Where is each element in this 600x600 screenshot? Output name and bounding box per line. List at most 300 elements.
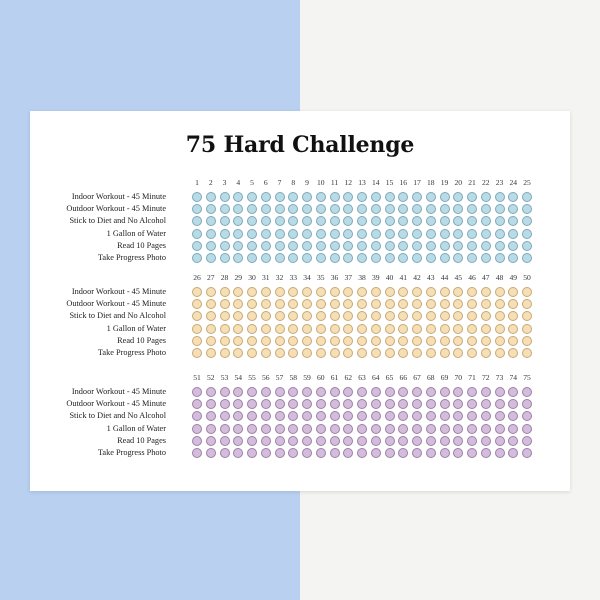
day-checkbox[interactable]	[495, 448, 505, 458]
day-checkbox[interactable]	[412, 192, 422, 202]
day-checkbox[interactable]	[426, 192, 436, 202]
day-checkbox[interactable]	[508, 229, 518, 239]
day-checkbox[interactable]	[385, 348, 395, 358]
day-checkbox[interactable]	[398, 241, 408, 251]
day-checkbox[interactable]	[316, 299, 326, 309]
day-checkbox[interactable]	[206, 436, 216, 446]
day-checkbox[interactable]	[357, 348, 367, 358]
day-checkbox[interactable]	[330, 311, 340, 321]
day-checkbox[interactable]	[192, 253, 202, 263]
day-checkbox[interactable]	[343, 387, 353, 397]
day-checkbox[interactable]	[481, 192, 491, 202]
day-checkbox[interactable]	[385, 311, 395, 321]
day-checkbox[interactable]	[467, 287, 477, 297]
day-checkbox[interactable]	[440, 448, 450, 458]
day-checkbox[interactable]	[453, 287, 463, 297]
day-checkbox[interactable]	[206, 229, 216, 239]
day-checkbox[interactable]	[206, 287, 216, 297]
day-checkbox[interactable]	[275, 436, 285, 446]
day-checkbox[interactable]	[316, 348, 326, 358]
day-checkbox[interactable]	[371, 299, 381, 309]
day-checkbox[interactable]	[522, 287, 532, 297]
day-checkbox[interactable]	[288, 204, 298, 214]
day-checkbox[interactable]	[220, 348, 230, 358]
day-checkbox[interactable]	[247, 336, 257, 346]
day-checkbox[interactable]	[508, 436, 518, 446]
day-checkbox[interactable]	[495, 229, 505, 239]
day-checkbox[interactable]	[330, 387, 340, 397]
day-checkbox[interactable]	[412, 336, 422, 346]
day-checkbox[interactable]	[206, 253, 216, 263]
day-checkbox[interactable]	[371, 399, 381, 409]
day-checkbox[interactable]	[398, 299, 408, 309]
day-checkbox[interactable]	[261, 192, 271, 202]
day-checkbox[interactable]	[522, 387, 532, 397]
day-checkbox[interactable]	[426, 311, 436, 321]
day-checkbox[interactable]	[330, 424, 340, 434]
day-checkbox[interactable]	[192, 348, 202, 358]
day-checkbox[interactable]	[357, 204, 367, 214]
day-checkbox[interactable]	[275, 324, 285, 334]
day-checkbox[interactable]	[343, 436, 353, 446]
day-checkbox[interactable]	[192, 336, 202, 346]
day-checkbox[interactable]	[371, 424, 381, 434]
day-checkbox[interactable]	[522, 299, 532, 309]
day-checkbox[interactable]	[522, 424, 532, 434]
day-checkbox[interactable]	[398, 436, 408, 446]
day-checkbox[interactable]	[233, 216, 243, 226]
day-checkbox[interactable]	[275, 448, 285, 458]
day-checkbox[interactable]	[398, 287, 408, 297]
day-checkbox[interactable]	[192, 311, 202, 321]
day-checkbox[interactable]	[357, 336, 367, 346]
day-checkbox[interactable]	[508, 348, 518, 358]
day-checkbox[interactable]	[206, 399, 216, 409]
day-checkbox[interactable]	[522, 448, 532, 458]
day-checkbox[interactable]	[467, 253, 477, 263]
day-checkbox[interactable]	[233, 448, 243, 458]
day-checkbox[interactable]	[453, 387, 463, 397]
day-checkbox[interactable]	[220, 229, 230, 239]
day-checkbox[interactable]	[357, 311, 367, 321]
day-checkbox[interactable]	[371, 241, 381, 251]
day-checkbox[interactable]	[220, 424, 230, 434]
day-checkbox[interactable]	[275, 387, 285, 397]
day-checkbox[interactable]	[426, 399, 436, 409]
day-checkbox[interactable]	[302, 348, 312, 358]
day-checkbox[interactable]	[357, 448, 367, 458]
day-checkbox[interactable]	[343, 336, 353, 346]
day-checkbox[interactable]	[192, 424, 202, 434]
day-checkbox[interactable]	[495, 387, 505, 397]
day-checkbox[interactable]	[467, 436, 477, 446]
day-checkbox[interactable]	[467, 424, 477, 434]
day-checkbox[interactable]	[206, 204, 216, 214]
day-checkbox[interactable]	[385, 436, 395, 446]
day-checkbox[interactable]	[192, 436, 202, 446]
day-checkbox[interactable]	[261, 287, 271, 297]
day-checkbox[interactable]	[316, 204, 326, 214]
day-checkbox[interactable]	[467, 204, 477, 214]
day-checkbox[interactable]	[316, 411, 326, 421]
day-checkbox[interactable]	[481, 436, 491, 446]
day-checkbox[interactable]	[233, 411, 243, 421]
day-checkbox[interactable]	[233, 253, 243, 263]
day-checkbox[interactable]	[357, 424, 367, 434]
day-checkbox[interactable]	[288, 324, 298, 334]
day-checkbox[interactable]	[398, 216, 408, 226]
day-checkbox[interactable]	[440, 253, 450, 263]
day-checkbox[interactable]	[275, 336, 285, 346]
day-checkbox[interactable]	[192, 324, 202, 334]
day-checkbox[interactable]	[426, 299, 436, 309]
day-checkbox[interactable]	[192, 387, 202, 397]
day-checkbox[interactable]	[385, 424, 395, 434]
day-checkbox[interactable]	[440, 336, 450, 346]
day-checkbox[interactable]	[412, 299, 422, 309]
day-checkbox[interactable]	[440, 204, 450, 214]
day-checkbox[interactable]	[440, 411, 450, 421]
day-checkbox[interactable]	[233, 241, 243, 251]
day-checkbox[interactable]	[261, 336, 271, 346]
day-checkbox[interactable]	[508, 241, 518, 251]
day-checkbox[interactable]	[412, 399, 422, 409]
day-checkbox[interactable]	[481, 299, 491, 309]
day-checkbox[interactable]	[453, 336, 463, 346]
day-checkbox[interactable]	[330, 299, 340, 309]
day-checkbox[interactable]	[426, 387, 436, 397]
day-checkbox[interactable]	[275, 216, 285, 226]
day-checkbox[interactable]	[233, 436, 243, 446]
day-checkbox[interactable]	[261, 424, 271, 434]
day-checkbox[interactable]	[481, 204, 491, 214]
day-checkbox[interactable]	[343, 287, 353, 297]
day-checkbox[interactable]	[522, 216, 532, 226]
day-checkbox[interactable]	[192, 241, 202, 251]
day-checkbox[interactable]	[220, 287, 230, 297]
day-checkbox[interactable]	[330, 253, 340, 263]
day-checkbox[interactable]	[495, 436, 505, 446]
day-checkbox[interactable]	[398, 324, 408, 334]
day-checkbox[interactable]	[481, 336, 491, 346]
day-checkbox[interactable]	[453, 448, 463, 458]
day-checkbox[interactable]	[233, 399, 243, 409]
day-checkbox[interactable]	[288, 287, 298, 297]
day-checkbox[interactable]	[220, 324, 230, 334]
day-checkbox[interactable]	[343, 241, 353, 251]
day-checkbox[interactable]	[233, 387, 243, 397]
day-checkbox[interactable]	[330, 216, 340, 226]
day-checkbox[interactable]	[330, 436, 340, 446]
day-checkbox[interactable]	[261, 324, 271, 334]
day-checkbox[interactable]	[261, 387, 271, 397]
day-checkbox[interactable]	[481, 324, 491, 334]
day-checkbox[interactable]	[192, 287, 202, 297]
day-checkbox[interactable]	[302, 436, 312, 446]
day-checkbox[interactable]	[302, 204, 312, 214]
day-checkbox[interactable]	[220, 241, 230, 251]
day-checkbox[interactable]	[385, 241, 395, 251]
day-checkbox[interactable]	[426, 448, 436, 458]
day-checkbox[interactable]	[302, 253, 312, 263]
day-checkbox[interactable]	[288, 216, 298, 226]
day-checkbox[interactable]	[220, 192, 230, 202]
day-checkbox[interactable]	[261, 348, 271, 358]
day-checkbox[interactable]	[275, 348, 285, 358]
day-checkbox[interactable]	[206, 216, 216, 226]
day-checkbox[interactable]	[508, 424, 518, 434]
day-checkbox[interactable]	[247, 287, 257, 297]
day-checkbox[interactable]	[192, 192, 202, 202]
day-checkbox[interactable]	[288, 299, 298, 309]
day-checkbox[interactable]	[467, 241, 477, 251]
day-checkbox[interactable]	[261, 253, 271, 263]
day-checkbox[interactable]	[426, 411, 436, 421]
day-checkbox[interactable]	[316, 387, 326, 397]
day-checkbox[interactable]	[247, 241, 257, 251]
day-checkbox[interactable]	[343, 448, 353, 458]
day-checkbox[interactable]	[481, 253, 491, 263]
day-checkbox[interactable]	[316, 399, 326, 409]
day-checkbox[interactable]	[495, 336, 505, 346]
day-checkbox[interactable]	[495, 299, 505, 309]
day-checkbox[interactable]	[412, 241, 422, 251]
day-checkbox[interactable]	[467, 387, 477, 397]
day-checkbox[interactable]	[247, 411, 257, 421]
day-checkbox[interactable]	[385, 299, 395, 309]
day-checkbox[interactable]	[453, 399, 463, 409]
day-checkbox[interactable]	[453, 324, 463, 334]
day-checkbox[interactable]	[467, 192, 477, 202]
day-checkbox[interactable]	[316, 253, 326, 263]
day-checkbox[interactable]	[412, 387, 422, 397]
day-checkbox[interactable]	[371, 204, 381, 214]
day-checkbox[interactable]	[495, 241, 505, 251]
day-checkbox[interactable]	[316, 311, 326, 321]
day-checkbox[interactable]	[220, 399, 230, 409]
day-checkbox[interactable]	[357, 216, 367, 226]
day-checkbox[interactable]	[261, 299, 271, 309]
day-checkbox[interactable]	[302, 241, 312, 251]
day-checkbox[interactable]	[467, 216, 477, 226]
day-checkbox[interactable]	[453, 241, 463, 251]
day-checkbox[interactable]	[522, 204, 532, 214]
day-checkbox[interactable]	[522, 336, 532, 346]
day-checkbox[interactable]	[467, 229, 477, 239]
day-checkbox[interactable]	[343, 311, 353, 321]
day-checkbox[interactable]	[495, 324, 505, 334]
day-checkbox[interactable]	[343, 399, 353, 409]
day-checkbox[interactable]	[220, 448, 230, 458]
day-checkbox[interactable]	[206, 324, 216, 334]
day-checkbox[interactable]	[288, 399, 298, 409]
day-checkbox[interactable]	[275, 287, 285, 297]
day-checkbox[interactable]	[275, 192, 285, 202]
day-checkbox[interactable]	[412, 204, 422, 214]
day-checkbox[interactable]	[247, 399, 257, 409]
day-checkbox[interactable]	[233, 311, 243, 321]
day-checkbox[interactable]	[495, 216, 505, 226]
day-checkbox[interactable]	[426, 436, 436, 446]
day-checkbox[interactable]	[192, 411, 202, 421]
day-checkbox[interactable]	[522, 324, 532, 334]
day-checkbox[interactable]	[357, 229, 367, 239]
day-checkbox[interactable]	[206, 311, 216, 321]
day-checkbox[interactable]	[247, 324, 257, 334]
day-checkbox[interactable]	[261, 216, 271, 226]
day-checkbox[interactable]	[371, 216, 381, 226]
day-checkbox[interactable]	[398, 192, 408, 202]
day-checkbox[interactable]	[275, 311, 285, 321]
day-checkbox[interactable]	[316, 436, 326, 446]
day-checkbox[interactable]	[330, 192, 340, 202]
day-checkbox[interactable]	[508, 253, 518, 263]
day-checkbox[interactable]	[385, 216, 395, 226]
day-checkbox[interactable]	[481, 448, 491, 458]
day-checkbox[interactable]	[302, 424, 312, 434]
day-checkbox[interactable]	[275, 204, 285, 214]
day-checkbox[interactable]	[330, 448, 340, 458]
day-checkbox[interactable]	[508, 204, 518, 214]
day-checkbox[interactable]	[371, 192, 381, 202]
day-checkbox[interactable]	[453, 192, 463, 202]
day-checkbox[interactable]	[453, 204, 463, 214]
day-checkbox[interactable]	[495, 424, 505, 434]
day-checkbox[interactable]	[426, 287, 436, 297]
day-checkbox[interactable]	[412, 253, 422, 263]
day-checkbox[interactable]	[522, 229, 532, 239]
day-checkbox[interactable]	[261, 241, 271, 251]
day-checkbox[interactable]	[220, 216, 230, 226]
day-checkbox[interactable]	[343, 229, 353, 239]
day-checkbox[interactable]	[330, 241, 340, 251]
day-checkbox[interactable]	[467, 311, 477, 321]
day-checkbox[interactable]	[330, 287, 340, 297]
day-checkbox[interactable]	[467, 348, 477, 358]
day-checkbox[interactable]	[261, 399, 271, 409]
day-checkbox[interactable]	[288, 241, 298, 251]
day-checkbox[interactable]	[440, 436, 450, 446]
day-checkbox[interactable]	[206, 336, 216, 346]
day-checkbox[interactable]	[288, 311, 298, 321]
day-checkbox[interactable]	[192, 229, 202, 239]
day-checkbox[interactable]	[302, 399, 312, 409]
day-checkbox[interactable]	[247, 311, 257, 321]
day-checkbox[interactable]	[412, 411, 422, 421]
day-checkbox[interactable]	[495, 192, 505, 202]
day-checkbox[interactable]	[343, 324, 353, 334]
day-checkbox[interactable]	[233, 287, 243, 297]
day-checkbox[interactable]	[385, 448, 395, 458]
day-checkbox[interactable]	[316, 324, 326, 334]
day-checkbox[interactable]	[385, 287, 395, 297]
day-checkbox[interactable]	[371, 348, 381, 358]
day-checkbox[interactable]	[316, 448, 326, 458]
day-checkbox[interactable]	[275, 229, 285, 239]
day-checkbox[interactable]	[522, 253, 532, 263]
day-checkbox[interactable]	[522, 241, 532, 251]
day-checkbox[interactable]	[233, 229, 243, 239]
day-checkbox[interactable]	[233, 324, 243, 334]
day-checkbox[interactable]	[453, 299, 463, 309]
day-checkbox[interactable]	[302, 336, 312, 346]
day-checkbox[interactable]	[481, 287, 491, 297]
day-checkbox[interactable]	[385, 204, 395, 214]
day-checkbox[interactable]	[398, 348, 408, 358]
day-checkbox[interactable]	[357, 436, 367, 446]
day-checkbox[interactable]	[398, 311, 408, 321]
day-checkbox[interactable]	[192, 399, 202, 409]
day-checkbox[interactable]	[316, 216, 326, 226]
day-checkbox[interactable]	[357, 411, 367, 421]
day-checkbox[interactable]	[371, 324, 381, 334]
day-checkbox[interactable]	[275, 253, 285, 263]
day-checkbox[interactable]	[357, 241, 367, 251]
day-checkbox[interactable]	[508, 192, 518, 202]
day-checkbox[interactable]	[495, 348, 505, 358]
day-checkbox[interactable]	[343, 204, 353, 214]
day-checkbox[interactable]	[288, 336, 298, 346]
day-checkbox[interactable]	[467, 448, 477, 458]
day-checkbox[interactable]	[385, 192, 395, 202]
day-checkbox[interactable]	[495, 411, 505, 421]
day-checkbox[interactable]	[440, 348, 450, 358]
day-checkbox[interactable]	[343, 348, 353, 358]
day-checkbox[interactable]	[357, 324, 367, 334]
day-checkbox[interactable]	[220, 336, 230, 346]
day-checkbox[interactable]	[247, 436, 257, 446]
day-checkbox[interactable]	[357, 287, 367, 297]
day-checkbox[interactable]	[481, 411, 491, 421]
day-checkbox[interactable]	[316, 241, 326, 251]
day-checkbox[interactable]	[220, 253, 230, 263]
day-checkbox[interactable]	[357, 253, 367, 263]
day-checkbox[interactable]	[481, 399, 491, 409]
day-checkbox[interactable]	[247, 216, 257, 226]
day-checkbox[interactable]	[302, 299, 312, 309]
day-checkbox[interactable]	[330, 411, 340, 421]
day-checkbox[interactable]	[426, 324, 436, 334]
day-checkbox[interactable]	[316, 424, 326, 434]
day-checkbox[interactable]	[426, 253, 436, 263]
day-checkbox[interactable]	[261, 448, 271, 458]
day-checkbox[interactable]	[330, 229, 340, 239]
day-checkbox[interactable]	[220, 436, 230, 446]
day-checkbox[interactable]	[453, 229, 463, 239]
day-checkbox[interactable]	[440, 241, 450, 251]
day-checkbox[interactable]	[261, 436, 271, 446]
day-checkbox[interactable]	[440, 399, 450, 409]
day-checkbox[interactable]	[522, 399, 532, 409]
day-checkbox[interactable]	[316, 336, 326, 346]
day-checkbox[interactable]	[288, 448, 298, 458]
day-checkbox[interactable]	[288, 229, 298, 239]
day-checkbox[interactable]	[385, 229, 395, 239]
day-checkbox[interactable]	[508, 399, 518, 409]
day-checkbox[interactable]	[412, 424, 422, 434]
day-checkbox[interactable]	[522, 348, 532, 358]
day-checkbox[interactable]	[440, 311, 450, 321]
day-checkbox[interactable]	[343, 253, 353, 263]
day-checkbox[interactable]	[412, 348, 422, 358]
day-checkbox[interactable]	[233, 192, 243, 202]
day-checkbox[interactable]	[385, 336, 395, 346]
day-checkbox[interactable]	[302, 324, 312, 334]
day-checkbox[interactable]	[522, 411, 532, 421]
day-checkbox[interactable]	[398, 387, 408, 397]
day-checkbox[interactable]	[247, 424, 257, 434]
day-checkbox[interactable]	[261, 311, 271, 321]
